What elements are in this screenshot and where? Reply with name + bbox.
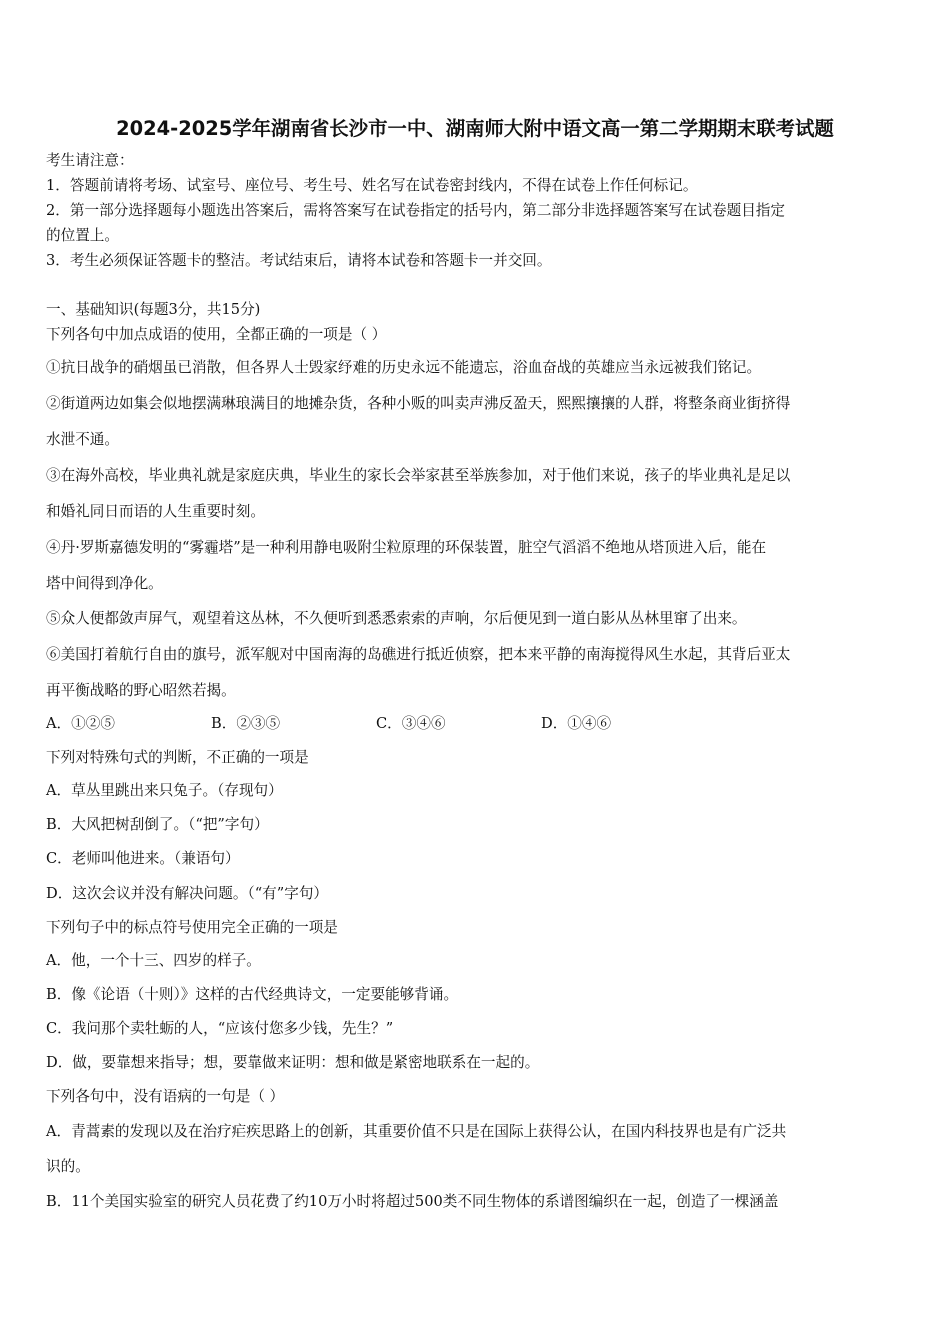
q1-line: 水泄不通。 [46, 431, 119, 448]
q2-option-d: D．这次会议并没有解决问题。（“有”字句） [46, 885, 329, 902]
page-title: 2024-2025学年湖南省长沙市一中、湖南师大附中语文高一第二学期期末联考试题 [116, 117, 834, 140]
q1-line: ②街道两边如集会似地摆满琳琅满目的地摊杂货，各种小贩的叫卖声沸反盈天，熙熙攘攘的人群，将整条商业街挤得 [46, 395, 791, 412]
question-stem: 下列各句中，没有语病的一句是（ ） [46, 1088, 285, 1105]
q4-line: 识的。 [46, 1158, 90, 1175]
notice-item: 3．考生必须保证答题卡的整洁。考试结束后，请将本试卷和答题卡一并交回。 [46, 252, 552, 269]
q3-option-d: D．做，要靠想来指导；想，要靠做来证明：想和做是紧密地联系在一起的。 [46, 1054, 540, 1071]
q1-option-c: C．③④⑥ [376, 715, 446, 732]
q1-line: ⑤众人便都敛声屏气，观望着这丛林，不久便听到悉悉索索的声响，尔后便见到一道白影从丛林里窜了出来。 [46, 610, 747, 627]
q3-option-c: C．我问那个卖牡蛎的人，“应该付您多少钱，先生？” [46, 1020, 394, 1037]
question-stem: 下列句子中的标点符号使用完全正确的一项是 [46, 919, 338, 936]
q1-option-b: B．②③⑤ [211, 715, 281, 732]
q4-line: A．青蒿素的发现以及在治疗疟疾思路上的创新，其重要价值不只是在国际上获得公认，在国内科技界也是有广泛共 [46, 1123, 787, 1140]
q1-option-a: A．①②⑤ [46, 715, 115, 732]
q1-line: 和婚礼同日而语的人生重要时刻。 [46, 503, 265, 520]
q4-line: B．11个美国实验室的研究人员花费了约10万小时将超过500类不同生物体的系谱图编织在一起，创造了一棵涵盖 [46, 1193, 779, 1210]
q1-line: ①抗日战争的硝烟虽已消散，但各界人士毁家纾难的历史永远不能遗忘，浴血奋战的英雄应当永远被我们铭记。 [46, 359, 762, 376]
q2-option-b: B．大风把树刮倒了。（“把”字句） [46, 816, 269, 833]
section-heading: 一、基础知识(每题3分，共15分) [46, 301, 261, 318]
q1-line: ④丹·罗斯嘉德发明的“雾霾塔”是一种利用静电吸附尘粒原理的环保装置，脏空气滔滔不绝地从塔顶进入后，能在 [46, 539, 767, 556]
question-stem: 下列对特殊句式的判断，不正确的一项是 [46, 749, 309, 766]
q2-option-c: C．老师叫他进来。（兼语句） [46, 850, 240, 867]
q1-line: ⑥美国打着航行自由的旗号，派军舰对中国南海的岛礁进行抵近侦察，把本来平静的南海搅得风生水起，其背后亚太 [46, 646, 791, 663]
q3-option-b: B．像《论语（十则）》这样的古代经典诗文，一定要能够背诵。 [46, 986, 459, 1003]
notice-item: 1．答题前请将考场、试室号、座位号、考生号、姓名写在试卷密封线内，不得在试卷上作任何标记。 [46, 177, 698, 194]
q1-option-d: D．①④⑥ [541, 715, 612, 732]
q2-option-a: A．草丛里跳出来只兔子。（存现句） [46, 782, 283, 799]
q1-line: ③在海外高校，毕业典礼就是家庭庆典，毕业生的家长会举家甚至举族参加，对于他们来说，孩子的毕业典礼是足以 [46, 467, 791, 484]
q3-option-a: A．他，一个十三、四岁的样子。 [46, 952, 261, 969]
question-stem: 下列各句中加点成语的使用，全都正确的一项是（ ） [46, 326, 387, 343]
notice-item: 的位置上。 [46, 227, 119, 244]
notice-item: 2．第一部分选择题每小题选出答案后，需将答案写在试卷指定的括号内，第二部分非选择题答案写在试卷题目指定 [46, 202, 785, 219]
q1-line: 再平衡战略的野心昭然若揭。 [46, 682, 236, 699]
q1-line: 塔中间得到净化。 [46, 575, 163, 592]
notice-heading: 考生请注意： [46, 152, 134, 169]
